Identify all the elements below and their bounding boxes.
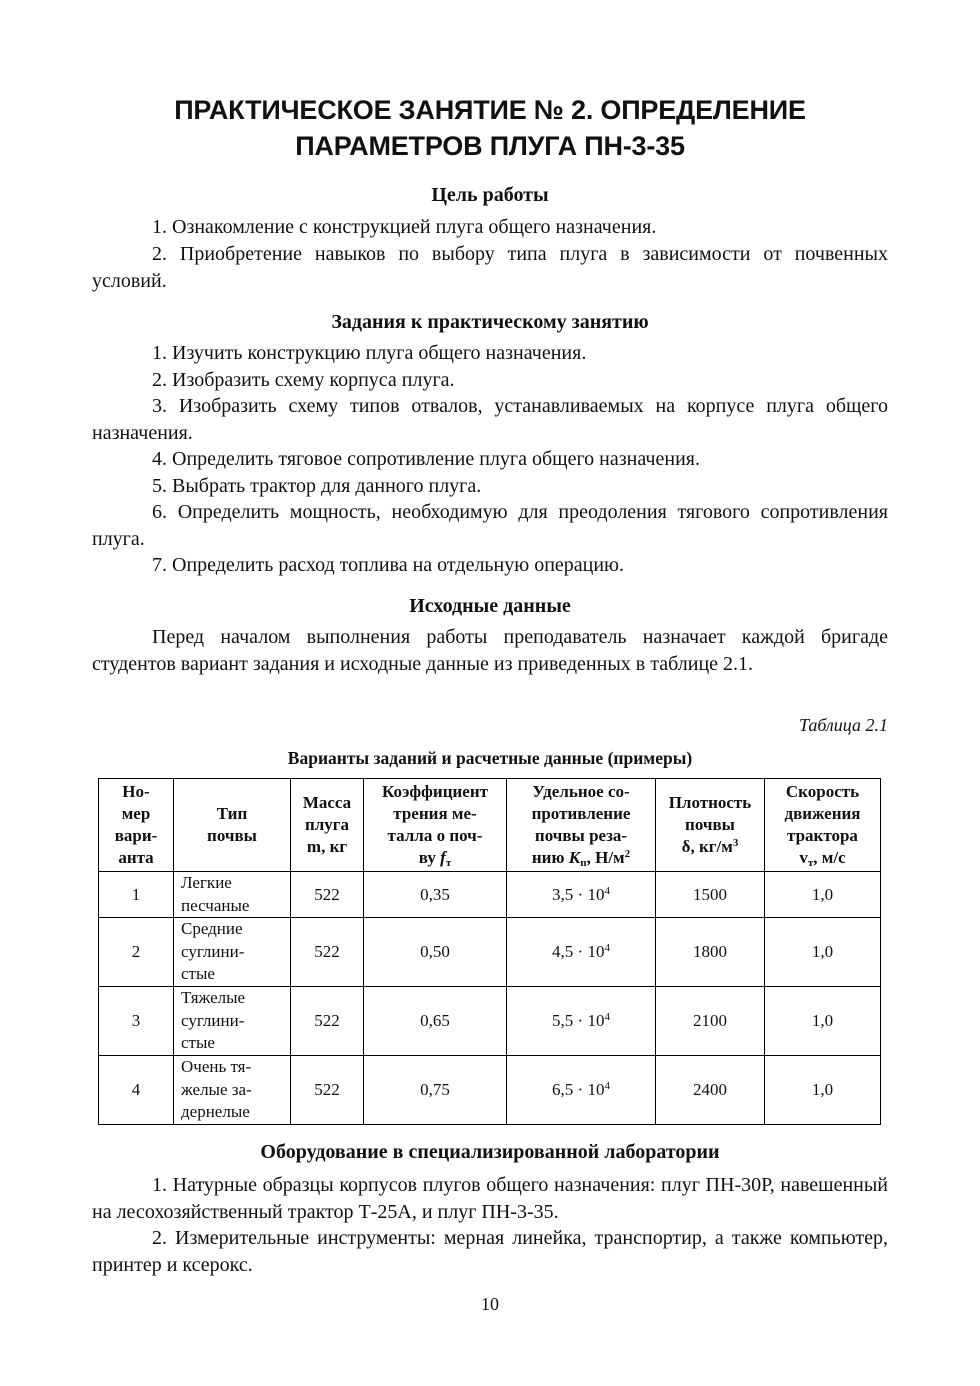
cell-soil-density: 2400 [656,1056,765,1125]
cell-plow-mass: 522 [291,918,364,987]
table-row [99,1056,881,1125]
cell-soil-type: Средние суглини- стые [174,918,291,987]
task-item-5: 5. Выбрать трактор для данного плуга. [152,475,482,497]
cell-tractor-speed: 1,0 [765,872,881,918]
header-variant-number: Но- мер вари- анта [99,779,174,872]
cell-soil-type: Легкие песчаные [174,872,291,918]
table-label: Таблица 2.1 [798,715,888,735]
cell-specific-resistance: $6,5 \cdot 10^4$ [507,1056,656,1125]
header-tractor-speed: Скорость движения трактора $v_т$, м/с [765,779,881,872]
cell-variant-number: 3 [99,987,174,1056]
cell-variant-number: 2 [99,918,174,987]
cell-soil-type: Тяжелые суглини- стые [174,987,291,1056]
task-item-3: 3. Изобразить схему типов отвалов, устанавливаемых на корпусе плуга общего назначения. [92,395,888,444]
cell-specific-resistance: $4,5 \cdot 10^4$ [507,918,656,987]
header-soil-type: Тип почвы [174,779,291,872]
goal-item-1: 1. Ознакомление с конструкцией плуга общего назначения. [152,216,657,238]
header-specific-resistance: Удельное со- противление почвы реза- нию $К_п$, $Н/м^2$ [507,779,656,872]
tasks-heading: Задания к практическому занятию [331,311,649,333]
goal-heading: Цель работы [431,184,549,206]
equipment-heading: Оборудование в специализированной лаборатории [260,1141,720,1163]
table-row [99,918,881,987]
header-friction-coefficient: Коэффициент трения ме- талла о поч- ву $f_т$ [364,779,507,872]
cell-plow-mass: 522 [291,872,364,918]
task-item-2: 2. Изобразить схему корпуса плуга. [152,369,455,391]
task-item-1: 1. Изучить конструкцию плуга общего назначения. [152,342,587,364]
header-plow-mass: Масса плуга m, кг [291,779,364,872]
cell-friction-coefficient: 0,75 [364,1056,507,1125]
goal-item-2: 2. Приобретение навыков по выбору типа плуга в зависимости от почвенных условий. [92,243,888,292]
table-row [99,872,881,918]
task-item-6: 6. Определить мощность, необходимую для преодоления тягового сопротивления плуга. [92,501,888,550]
cell-plow-mass: 522 [291,987,364,1056]
cell-plow-mass: 522 [291,1056,364,1125]
table-caption: Варианты заданий и расчетные данные (примеры) [287,748,693,768]
cell-soil-density: 1800 [656,918,765,987]
source-text: Перед началом выполнения работы преподаватель назначает каждой бригаде студентов вариант задания и исходные данные из приведенных в таблице 2.1. [92,626,888,675]
cell-soil-density: 1500 [656,872,765,918]
table-row [99,987,881,1056]
cell-friction-coefficient: 0,65 [364,987,507,1056]
page-number: 10 [481,1294,499,1314]
cell-soil-density: 2100 [656,987,765,1056]
source-heading: Исходные данные [409,595,571,617]
cell-friction-coefficient: 0,35 [364,872,507,918]
equipment-item-1: 1. Натурные образцы корпусов плугов общего назначения: плуг ПН-30Р, навешенный на лесохозяйственный трактор Т-25А, и плуг ПН-3-35. [92,1174,888,1223]
cell-friction-coefficient: 0,50 [364,918,507,987]
title-line-1: ПРАКТИЧЕСКОЕ ЗАНЯТИЕ № 2. ОПРЕДЕЛЕНИЕ [174,95,806,125]
cell-variant-number: 4 [99,1056,174,1125]
cell-variant-number: 1 [99,872,174,918]
cell-tractor-speed: 1,0 [765,918,881,987]
page-title [92,92,888,164]
cell-specific-resistance: $3,5 \cdot 10^4$ [507,872,656,918]
title-line-2: ПАРАМЕТРОВ ПЛУГА ПН-3-35 [295,131,685,161]
cell-soil-type: Очень тя- желые за- дернелые [174,1056,291,1125]
equipment-item-2: 2. Измерительные инструменты: мерная линейка, транспортир, а также компьютер, принтер и ксерокс. [92,1227,888,1276]
variants-table [98,778,881,1125]
cell-tractor-speed: 1,0 [765,987,881,1056]
cell-tractor-speed: 1,0 [765,1056,881,1125]
table-header-row [99,779,881,872]
task-item-7: 7. Определить расход топлива на отдельную операцию. [152,554,625,576]
header-soil-density: Плотность почвы δ, $кг/м^3$ [656,779,765,872]
task-item-4: 4. Определить тяговое сопротивление плуга общего назначения. [152,448,700,470]
cell-specific-resistance: $5,5 \cdot 10^4$ [507,987,656,1056]
